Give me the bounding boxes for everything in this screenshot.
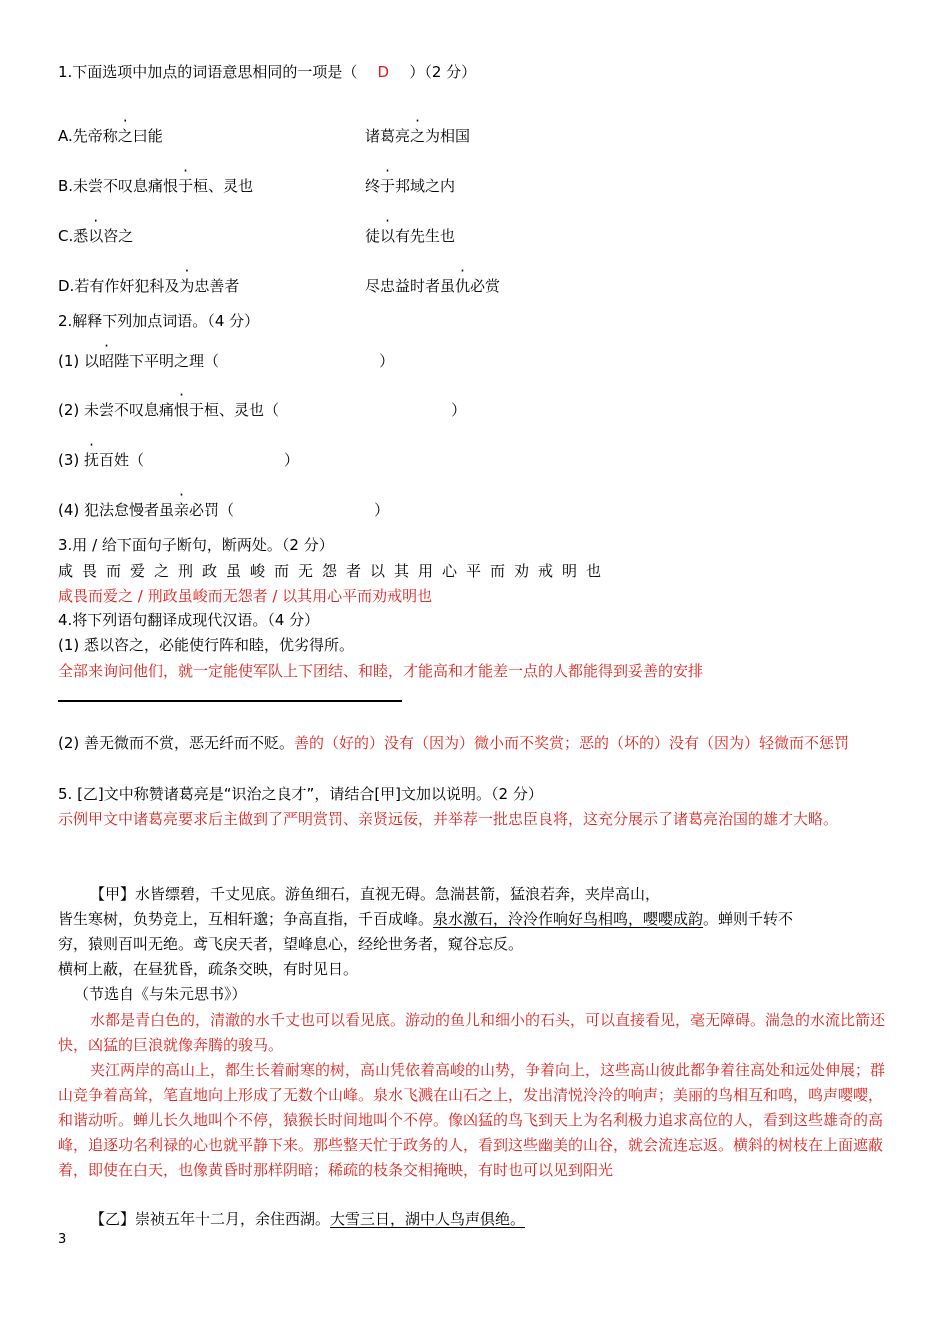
q1-answer: D bbox=[377, 63, 390, 81]
q2-item-1: (1) 以昭陛下平明之理（ ） bbox=[58, 352, 395, 370]
dotted-char: 于 bbox=[178, 177, 194, 195]
passage-source: （节选自《与朱元思书》） bbox=[74, 985, 247, 1003]
q2-item-4: (4) 犯法怠慢者虽亲必罚（ ） bbox=[58, 501, 390, 519]
passage-translation-2: 夹江两岸的高山上，都生长着耐寒的树，高山凭依着高峻的山势，争着向上，这些高山彼此都争着往高处和远处伸展；群山竞争着高耸，笔直地向上形成了无数个山峰。泉水飞溅在山石之上，发出清悦泠泠的响声；美丽的鸟相互和鸣，鸣声嘤嘤，和谐动听。蝉儿长久地叫个不停，猿猴长时间地叫个不停。像凶猛的鸟飞到天上为名利极力追求高位的人，看到这些雄奇的高峰，追逐功名利禄的心也就平静下来。那些整天忙于政务的人，看到这些幽美的山谷，就会流连忘返。横斜的树枝在上面遮蔽着，即使在白天，也像黄昏时那样阴暗；稀疏的枝条交相掩映，有时也可以见到阳光 bbox=[58, 1061, 886, 1179]
q1-option-d-right: 尽忠益时者虽仇必赏 bbox=[365, 277, 501, 295]
dotted-char: 恨 bbox=[174, 401, 190, 419]
q1-option-b-right: 终于邦域之内 bbox=[365, 177, 456, 195]
q2-item-2: (2) 未尝不叹息痛恨于桓、灵也（ ） bbox=[58, 401, 467, 419]
q5-title: 5. [乙]文中称赞诸葛亮是“识治之良才”，请结合[甲]文加以说明。（2 分） bbox=[58, 785, 543, 803]
q1-option-c-left: C.悉以咨之 bbox=[58, 227, 134, 245]
q3-title: 3.用 / 给下面句子断句，断两处。（2 分） bbox=[58, 536, 334, 554]
dotted-char: 以 bbox=[88, 227, 104, 245]
passage-jia-line-1: 【甲】水皆缥碧，千丈见底。游鱼细石，直视无碍。急湍甚箭，猛浪若奔，夹岸高山， bbox=[90, 885, 661, 903]
dotted-char: 以 bbox=[380, 227, 396, 245]
q4-item-2: (2) 善无微而不赏，恶无纤而不贬。善的（好的）没有（因为）微小而不奖赏；恶的（坏的）没有（因为）轻微而不惩罚 bbox=[58, 734, 850, 752]
dotted-char: 亲 bbox=[174, 501, 190, 519]
passage-jia-line-3: 穷，猿则百叫无绝。鸢飞戾天者，望峰息心，经纶世务者，窥谷忘反。 bbox=[58, 935, 524, 953]
q1-option-c-right: 徒以有先生也 bbox=[365, 227, 456, 245]
q1-option-b-left: B.未尝不叹息痛恨于桓、灵也 bbox=[58, 177, 254, 195]
q1-option-a-right: 诸葛亮之为相国 bbox=[365, 127, 471, 145]
q4-answer-1: 全部来询问他们，就一定能使军队上下团结、和睦，才能高和才能差一点的人都能得到妥善的安排 bbox=[58, 662, 704, 680]
dotted-char: 为 bbox=[179, 277, 195, 295]
passage-translation-1: 水都是青白色的，清澈的水千丈也可以看见底。游动的鱼儿和细小的石头，可以直接看见，毫无障碍。湍急的水流比箭还快，凶猛的巨浪就像奔腾的骏马。 bbox=[58, 1011, 886, 1054]
q2-item-3: (3) 抚百姓（ ） bbox=[58, 451, 300, 469]
dotted-char: 于 bbox=[380, 177, 396, 195]
q5-answer: 示例甲文中诸葛亮要求后主做到了严明赏罚、亲贤远佞，并举荐一批忠臣良将，这充分展示了诸葛亮治国的雄才大略。 bbox=[58, 810, 839, 828]
passage-yi-line-1: 【乙】崇祯五年十二月，余住西湖。大雪三日，湖中人鸟声俱绝。 bbox=[90, 1210, 526, 1228]
q4-item-1: (1) 悉以咨之，必能使行阵和睦，优劣得所。 bbox=[58, 636, 355, 654]
passage-jia-line-4: 横柯上蔽，在昼犹昏，疏条交映，有时见日。 bbox=[58, 960, 359, 978]
underlined-sentence: 泉水激石，泠泠作响好鸟相鸣，嘤嘤成韵 bbox=[433, 910, 704, 928]
q3-sentence: 咸畏而爱之刑政虽峻而无怨者以其用心平而劝戒明也 bbox=[58, 562, 611, 580]
dotted-char: 之 bbox=[117, 127, 133, 145]
q1-option-d-left: D.若有作奸犯科及为忠善者 bbox=[58, 277, 240, 295]
answer-line bbox=[58, 700, 402, 702]
passage-jia-line-2: 皆生寒树，负势竞上，互相轩邈；争高直指，千百成峰。泉水激石，泠泠作响好鸟相鸣，嘤嘤成韵。蝉则千转不 bbox=[58, 910, 794, 928]
q1-stem: 1.下面选项中加点的词语意思相同的一项是（ D ）（2 分） bbox=[58, 63, 477, 81]
q2-title: 2.解释下列加点词语。（4 分） bbox=[58, 312, 260, 330]
q4-title: 4.将下列语句翻译成现代汉语。（4 分） bbox=[58, 611, 320, 629]
q1-option-a-left: A.先帝称之曰能 bbox=[58, 127, 163, 145]
dotted-char: 之 bbox=[410, 127, 426, 145]
underlined-sentence: 大雪三日，湖中人鸟声俱绝。 bbox=[330, 1210, 526, 1228]
page-number: 3 bbox=[58, 1232, 67, 1247]
dotted-char: 昭 bbox=[99, 352, 115, 370]
q3-answer: 咸畏而爱之 / 刑政虽峻而无怨者 / 以其用心平而劝戒明也 bbox=[58, 587, 433, 605]
q4-answer-2: 善的（好的）没有（因为）微小而不奖赏；恶的（坏的）没有（因为）轻微而不惩罚 bbox=[294, 734, 850, 752]
dotted-char: 抚 bbox=[84, 451, 100, 469]
dotted-char: 仇 bbox=[455, 277, 471, 295]
